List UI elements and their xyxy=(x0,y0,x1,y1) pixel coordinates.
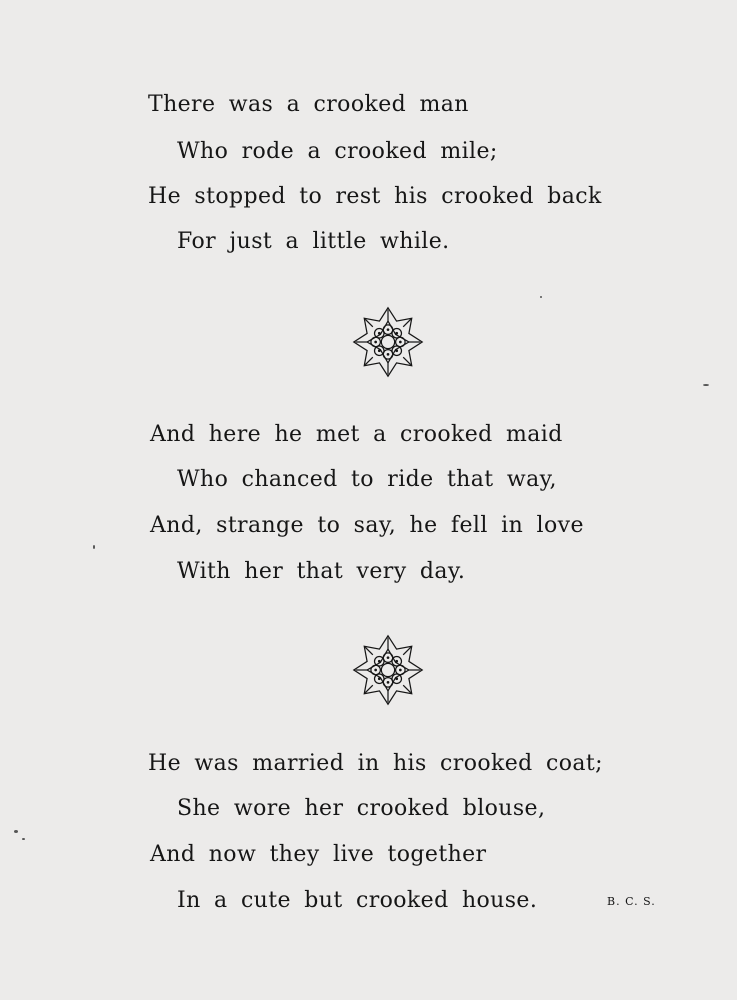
poem-line: Who rode a crooked mile; xyxy=(177,139,498,164)
poem-line: And, strange to say, he fell in love xyxy=(150,513,584,538)
poem-line: With her that very day. xyxy=(177,559,466,584)
scan-speck xyxy=(703,384,709,386)
poem-line: In a cute but crooked house. xyxy=(177,888,538,913)
star-rosette-icon xyxy=(350,632,426,708)
poem-line: He was married in his crooked coat; xyxy=(148,751,603,776)
poem-line: And here he met a crooked maid xyxy=(150,422,563,447)
poem-line: For just a little while. xyxy=(177,229,450,254)
poem-line: He stopped to rest his crooked back xyxy=(148,184,602,209)
scan-speck xyxy=(22,838,25,840)
author-initials: B. C. S. xyxy=(607,895,656,908)
poem-line: There was a crooked man xyxy=(148,92,469,117)
scan-speck xyxy=(14,830,18,833)
star-rosette-icon xyxy=(350,304,426,380)
poem-line: She wore her crooked blouse, xyxy=(177,796,546,821)
scan-speck xyxy=(93,545,95,549)
scan-speck xyxy=(540,296,542,298)
poem-line: And now they live together xyxy=(150,842,487,867)
poem-line: Who chanced to ride that way, xyxy=(177,467,557,492)
